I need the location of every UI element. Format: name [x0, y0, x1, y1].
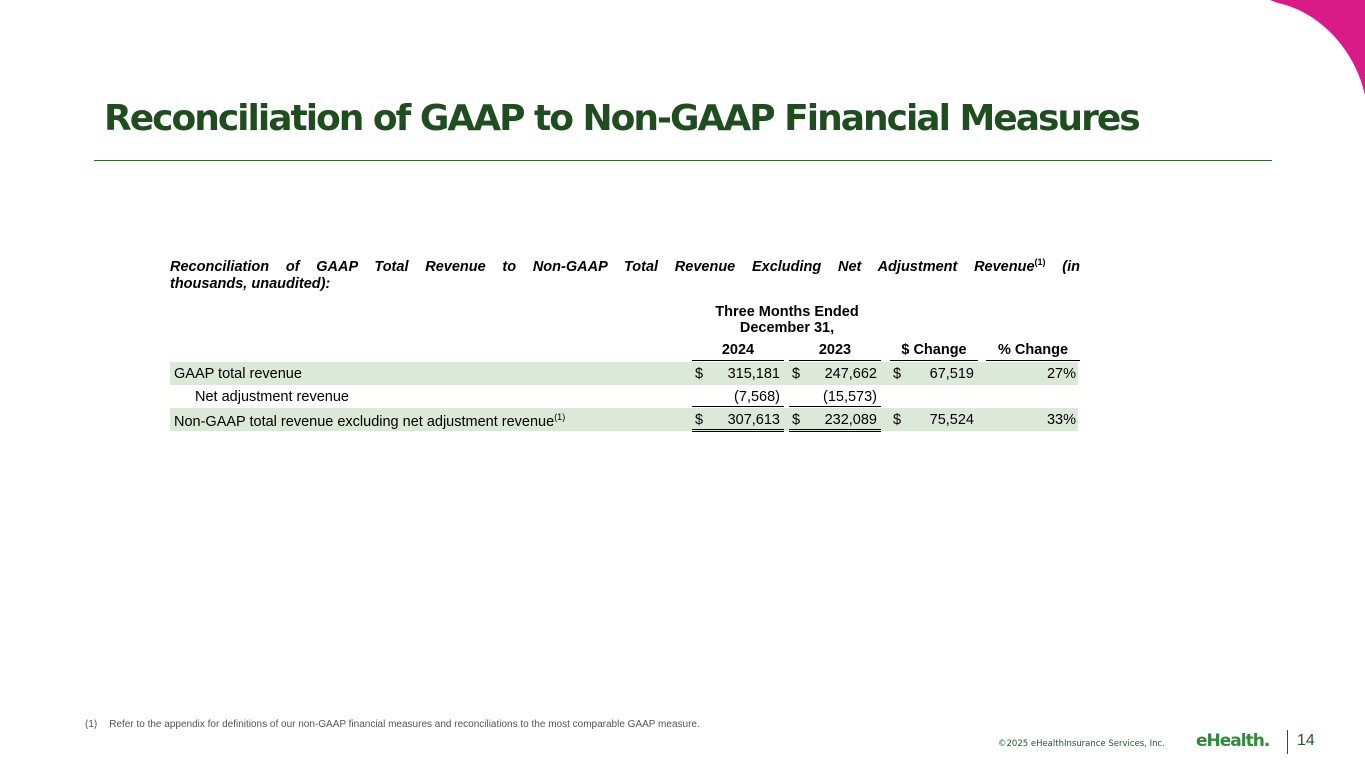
- cell-2024: $ 315,181: [695, 366, 780, 382]
- table-row-gaap-total-revenue: [170, 362, 1078, 385]
- cell-percent-change: 27%: [1046, 366, 1076, 382]
- header-three-months-ended: Three Months Ended December 31,: [715, 304, 859, 336]
- cell-dollar-change: $ 67,519: [893, 366, 974, 382]
- header-percent-change: % Change: [986, 342, 1080, 361]
- footer-divider: [1287, 730, 1288, 754]
- page-number: 14: [1297, 732, 1315, 749]
- reconciliation-table: [170, 254, 1080, 430]
- page-title: Reconciliation of GAAP to Non-GAAP Financial Measures: [104, 98, 1139, 139]
- footnote: [85, 719, 700, 730]
- corner-accent-shape: [1270, 0, 1365, 95]
- cell-2023: (15,573): [789, 387, 881, 407]
- table-row-non-gaap-total-revenue: [170, 408, 1078, 431]
- ehealth-logo: eHealth.: [1196, 731, 1270, 751]
- copyright: ©2025 eHealthInsurance Services, Inc.: [998, 739, 1165, 749]
- row-label: Net adjustment revenue: [195, 389, 349, 405]
- title-divider: [94, 160, 1272, 161]
- cell-2023: $ 247,662: [792, 366, 877, 382]
- table-title-line1: Reconciliation of GAAP Total Revenue to Non-GAAP Total Revenue Excluding Net Adjustment Revenue$^{(1)}$ (in: [170, 257, 1080, 275]
- cell-2024: $ 307,613: [692, 410, 784, 432]
- cell-percent-change: 33%: [1046, 412, 1076, 428]
- header-2024: 2024: [692, 342, 784, 361]
- header-dollar-change: $ Change: [890, 342, 978, 361]
- table-title-line2: thousands, unaudited):: [170, 275, 331, 292]
- cell-dollar-change: $ 75,524: [893, 412, 974, 428]
- header-2023: 2023: [789, 342, 881, 361]
- table-row-net-adjustment-revenue: [170, 385, 1078, 408]
- footnote-number: (1): [85, 719, 98, 730]
- row-label: GAAP total revenue: [174, 366, 302, 382]
- cell-2023: $ 232,089: [789, 410, 881, 432]
- cell-2024: (7,568): [692, 387, 784, 407]
- footnote-text: Refer to the appendix for definitions of our non-GAAP financial measures and reconciliations to the most comparable GAAP measure.: [109, 719, 700, 730]
- row-label: Non-GAAP total revenue excluding net adjustment revenue$^{(1)}$: [174, 412, 566, 430]
